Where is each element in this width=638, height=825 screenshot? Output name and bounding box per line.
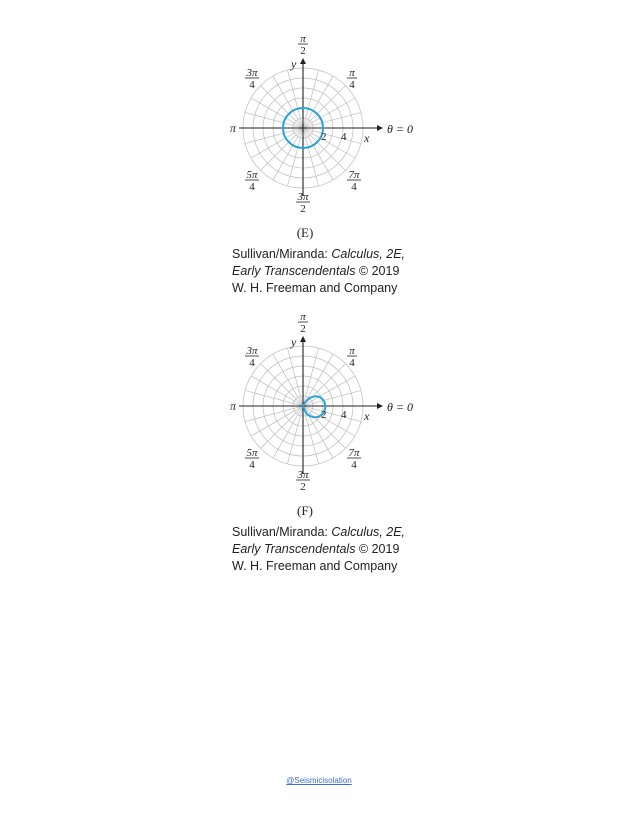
- x-axis-label: x: [364, 131, 370, 145]
- svg-text:π: π: [300, 33, 306, 45]
- frac-7pi-over-4: [347, 169, 361, 193]
- caption-publisher: W. H. Freeman and Company: [232, 281, 398, 295]
- caption-book-subtitle: Early Transcendentals: [232, 542, 356, 556]
- caption-book-title: Calculus, 2E,: [331, 525, 406, 539]
- y-axis-label: y: [291, 57, 297, 71]
- caption-book-subtitle: Early Transcendentals: [232, 264, 356, 278]
- frac-7pi-over-4: [347, 447, 361, 471]
- svg-text:2: 2: [300, 45, 306, 57]
- svg-text:7π: 7π: [348, 447, 360, 459]
- frac-3pi-over-4: [245, 67, 259, 91]
- caption-copyright: © 2019: [355, 264, 400, 278]
- caption-publisher: W. H. Freeman and Company: [232, 559, 398, 573]
- pi-label: π: [230, 121, 237, 135]
- svg-text:4: 4: [349, 357, 355, 369]
- y-axis-label: y: [291, 335, 297, 349]
- svg-text:3π: 3π: [246, 345, 258, 357]
- svg-text:3π: 3π: [246, 67, 258, 79]
- figure-caption: [232, 524, 405, 575]
- tick-2: 2: [321, 131, 327, 143]
- theta-zero-label: θ = 0: [387, 122, 413, 136]
- frac-5pi-over-4: [245, 169, 259, 193]
- figure-label: (F): [297, 503, 313, 518]
- tick-4: 4: [341, 409, 347, 421]
- svg-text:4: 4: [351, 181, 357, 193]
- y-axis-arrow: [300, 336, 306, 342]
- x-axis-label: x: [364, 409, 370, 423]
- svg-text:3π: 3π: [297, 191, 309, 203]
- caption-copyright: © 2019: [355, 542, 400, 556]
- frac-3pi-over-2: [296, 469, 310, 493]
- figure-label: (E): [296, 225, 314, 240]
- svg-text:4: 4: [351, 459, 357, 471]
- caption-book-title: Calculus, 2E,: [331, 247, 406, 261]
- svg-text:4: 4: [249, 181, 255, 193]
- svg-text:2: 2: [300, 481, 306, 493]
- svg-text:2: 2: [300, 323, 306, 335]
- svg-text:π: π: [300, 311, 306, 323]
- frac-pi-over-2: [298, 33, 308, 57]
- svg-text:π: π: [349, 67, 355, 79]
- y-axis-arrow: [300, 58, 306, 64]
- tick-4: 4: [341, 131, 347, 143]
- svg-text:4: 4: [249, 459, 255, 471]
- caption-authors: Sullivan/Miranda:: [232, 247, 332, 261]
- figure-caption: [232, 246, 405, 297]
- svg-text:5π: 5π: [246, 447, 258, 459]
- pi-label: π: [230, 399, 237, 413]
- theta-zero-label: θ = 0: [387, 400, 413, 414]
- watermark-link[interactable]: @Seismicisolation: [286, 776, 352, 785]
- svg-text:2: 2: [300, 203, 306, 215]
- frac-3pi-over-2: [296, 191, 310, 215]
- caption-authors: Sullivan/Miranda:: [232, 525, 332, 539]
- frac-3pi-over-4: [245, 345, 259, 369]
- frac-pi-over-4: [347, 67, 357, 91]
- svg-text:3π: 3π: [297, 469, 309, 481]
- polar-graph-f: [225, 306, 425, 501]
- x-axis-arrow: [377, 403, 383, 409]
- polar-graph-e: [225, 28, 425, 223]
- svg-text:4: 4: [249, 357, 255, 369]
- frac-5pi-over-4: [245, 447, 259, 471]
- svg-text:4: 4: [349, 79, 355, 91]
- frac-pi-over-2: [298, 311, 308, 335]
- svg-text:π: π: [349, 345, 355, 357]
- tick-2: 2: [321, 409, 327, 421]
- svg-text:4: 4: [249, 79, 255, 91]
- svg-text:7π: 7π: [348, 169, 360, 181]
- x-axis-arrow: [377, 125, 383, 131]
- frac-pi-over-4: [347, 345, 357, 369]
- svg-text:5π: 5π: [246, 169, 258, 181]
